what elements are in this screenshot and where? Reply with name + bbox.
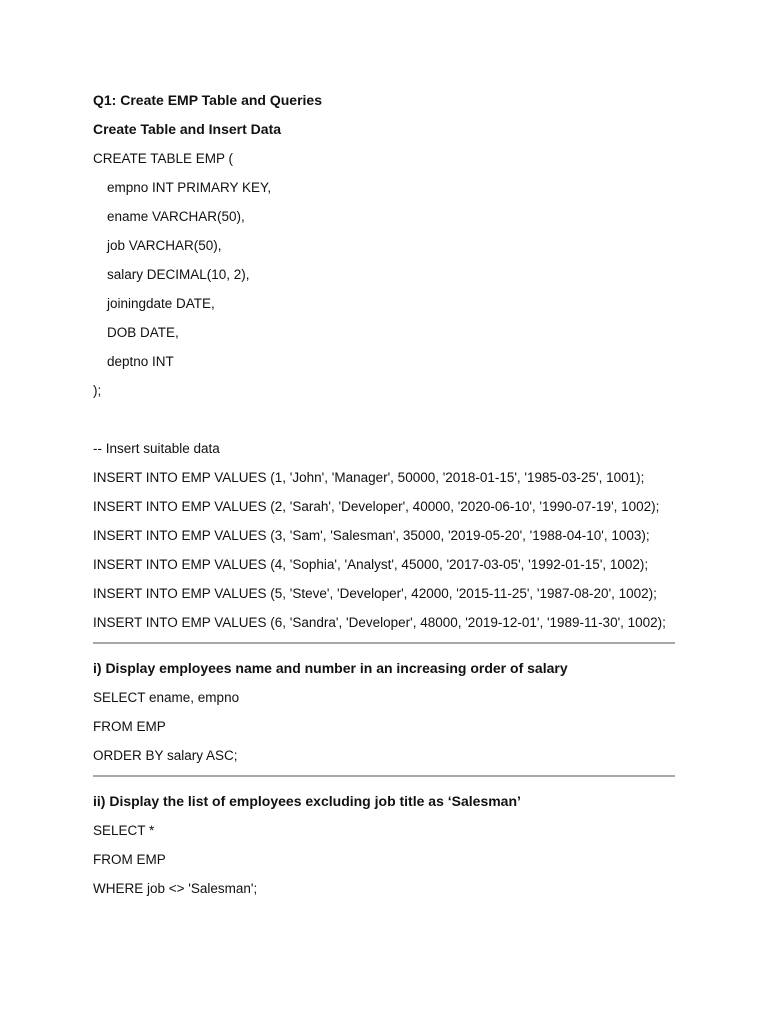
column-definition: job VARCHAR(50), [107,238,222,253]
insert-statement: INSERT INTO EMP VALUES (6, 'Sandra', 'Developer', 48000, '2019-12-01', '1989-11-30', 1002); [93,615,666,630]
section-subheading: Create Table and Insert Data [93,121,282,137]
insert-statement: INSERT INTO EMP VALUES (2, 'Sarah', 'Developer', 40000, '2020-06-10', '1990-07-19', 1002); [93,499,660,514]
insert-statement: INSERT INTO EMP VALUES (5, 'Steve', 'Developer', 42000, '2015-11-25', '1987-08-20', 1002); [93,586,657,601]
horizontal-divider [93,775,675,777]
document-page [93,86,675,903]
horizontal-divider [93,642,675,644]
column-definition: ename VARCHAR(50), [107,209,245,224]
query1-title: i) Display employees name and number in an increasing order of salary [93,660,568,676]
column-definition: joiningdate DATE, [107,296,215,311]
blank-line [93,405,675,434]
query1-line: FROM EMP [93,719,166,734]
column-definition: deptno INT [107,354,174,369]
create-table-close: ); [93,383,102,398]
query2-block [93,787,675,903]
insert-statement: INSERT INTO EMP VALUES (3, 'Sam', 'Salesman', 35000, '2019-05-20', '1988-04-10', 1003); [93,528,650,543]
query2-line: WHERE job <> 'Salesman'; [93,881,258,896]
query2-line: SELECT * [93,823,155,838]
create-table-block [93,144,675,405]
column-definition: empno INT PRIMARY KEY, [107,180,272,195]
column-definition: salary DECIMAL(10, 2), [107,267,250,282]
column-definition: DOB DATE, [107,325,179,340]
insert-statement: INSERT INTO EMP VALUES (4, 'Sophia', 'Analyst', 45000, '2017-03-05', '1992-01-15', 1002); [93,557,649,572]
create-table-open: CREATE TABLE EMP ( [93,151,234,166]
document-heading: Q1: Create EMP Table and Queries [93,92,323,108]
insert-statement: INSERT INTO EMP VALUES (1, 'John', 'Manager', 50000, '2018-01-15', '1985-03-25', 1001); [93,470,645,485]
query1-line: ORDER BY salary ASC; [93,748,238,763]
query2-line: FROM EMP [93,852,166,867]
insert-comment: -- Insert suitable data [93,441,220,456]
query2-title: ii) Display the list of employees excluding job title as ‘Salesman’ [93,793,521,809]
query1-line: SELECT ename, empno [93,690,240,705]
query1-block [93,654,675,770]
insert-block [93,434,675,637]
